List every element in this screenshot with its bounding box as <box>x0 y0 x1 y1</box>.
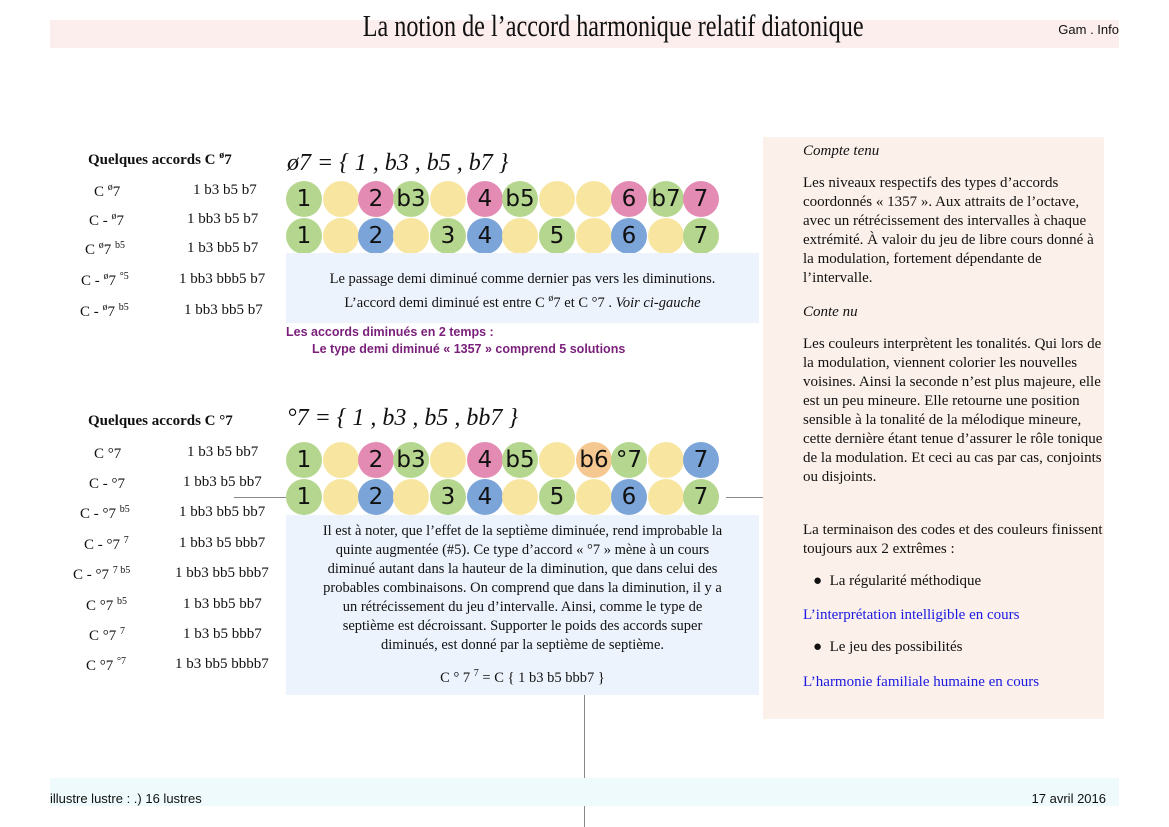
interval-circle <box>502 218 538 254</box>
chord-notes: 1 b3 bb5 b7 <box>187 240 259 256</box>
chord-notes: 1 bb3 b5 b7 <box>187 211 259 227</box>
section2-interval-row-1 <box>286 442 726 478</box>
interval-circle <box>323 181 359 217</box>
chord-name <box>94 182 120 201</box>
chord-sup: ø <box>107 182 113 193</box>
interval-circle-labeled: 3 <box>430 479 466 515</box>
box-text-line: Il est à noter, que l’effet de la septième diminuée, rend improbable la <box>322 523 723 539</box>
chord-name <box>94 444 121 463</box>
interval-circle <box>576 218 612 254</box>
section1-formula: ø7 = { 1 , b3 , b5 , b7 } <box>287 150 509 176</box>
interval-circle-labeled: 4 <box>467 218 503 254</box>
chord-sup: °7 <box>117 656 127 667</box>
commentary-paragraph-1: Les niveaux respectifs des types d’accords coordonnés « 1357 ». Aux attraits de l’octave, avec un rétrécissement des intervalles à chaque extrémité. À valoir du jeu de libre cours donné à la modulation, fortement dépendante de l’intervalle. <box>803 175 1094 286</box>
chord-notes: 1 bb3 bb5 bb7 <box>179 504 266 520</box>
chord-notes: 1 b3 b5 bbb7 <box>183 626 262 642</box>
chord-name <box>89 211 124 230</box>
interval-circle <box>539 181 575 217</box>
chord-prefix: C - <box>89 213 112 229</box>
divider-left <box>234 497 286 498</box>
chord-notes: 1 b3 b5 b7 <box>193 182 257 198</box>
chord-sup: ø <box>103 271 109 282</box>
chord-sup: b5 <box>117 596 128 607</box>
chord-notes: 1 b3 bb5 bb7 <box>183 596 262 612</box>
interval-circle <box>430 442 466 478</box>
chord-notes: 1 bb3 bbb5 b7 <box>179 271 266 287</box>
box-text-line: septième est décroissant. Supporter le poids des accords super <box>342 618 703 634</box>
chord-sup: ø <box>111 211 117 222</box>
chord-prefix: C - °7 <box>89 476 125 492</box>
chord-prefix: C - <box>81 273 104 289</box>
chord-sup: b5 <box>119 504 130 515</box>
interval-circle-labeled: 1 <box>286 218 322 254</box>
box-text-line: quinte augmentée (#5). Ce type d’accord « °7 » mène à un cours <box>335 542 710 558</box>
interval-circle-labeled: °7 <box>611 442 647 478</box>
commentary-paragraph-3: La terminaison des codes et des couleurs finissent toujours aux 2 extrêmes : <box>803 522 1103 557</box>
interval-circle-labeled: 4 <box>467 479 503 515</box>
chord-notes: 1 bb3 bb5 b7 <box>184 302 263 318</box>
section2-box-text <box>286 515 759 655</box>
chord-prefix: C - °7 <box>80 506 120 522</box>
interval-circle <box>576 181 612 217</box>
chord-sup-2: °5 <box>119 271 129 282</box>
interval-circle-labeled: 6 <box>611 479 647 515</box>
section2-info-box <box>286 515 759 695</box>
chord-prefix: C <box>85 242 99 258</box>
interval-circle-labeled: 4 <box>467 181 503 217</box>
commentary-blue-line-1: L’interprétation intelligible en cours <box>803 607 1020 623</box>
bullet-icon: ● <box>813 639 823 655</box>
interval-circle <box>539 442 575 478</box>
chord-name <box>89 474 125 493</box>
section1-title: Quelques accords C $^ø$7 <box>88 150 232 168</box>
interval-circle <box>648 442 684 478</box>
interval-circle <box>393 218 429 254</box>
interval-circle <box>393 479 429 515</box>
interval-circle <box>323 479 359 515</box>
interval-circle-labeled: 2 <box>358 181 394 217</box>
bullet-item-1: ● La régularité méthodique <box>813 573 982 589</box>
interval-circle-labeled: 2 <box>358 442 394 478</box>
box-text-line: probables combinaisons. On comprend que dans la diminution, il y a <box>323 580 722 596</box>
interval-circle-labeled: 6 <box>611 218 647 254</box>
chord-sup: ø <box>102 302 108 313</box>
chord-name <box>84 535 129 554</box>
box-text-line: diminués, est donné par la septième de septième. <box>380 637 665 653</box>
chord-notes: 1 bb3 b5 bb7 <box>183 474 262 490</box>
chord-sup: 7 b5 <box>112 565 131 576</box>
section2-interval-row-2 <box>286 479 726 515</box>
box-text-line: un rétrécissement du jeu d’intervalle. Ainsi, comme le type de <box>342 599 703 615</box>
commentary-blue-line-2: L’harmonie familiale humaine en cours <box>803 674 1040 690</box>
footer-date: 17 avril 2016 <box>1031 791 1106 806</box>
interval-circle <box>430 181 466 217</box>
chord-notes: 1 b3 b5 bb7 <box>187 444 259 460</box>
section1-info-box <box>286 253 759 323</box>
bullet-icon: ● <box>813 573 823 589</box>
commentary-panel <box>763 137 1104 719</box>
interval-circle-labeled: b6 <box>576 442 612 478</box>
chord-prefix: C - °7 <box>73 567 113 583</box>
section1-box-line2: L’accord demi diminué est entre C $^ø$7 et C °7 . Voir ci-gauche <box>344 293 701 311</box>
interval-circle <box>323 218 359 254</box>
chord-notes: 1 b3 bb5 bbbb7 <box>175 656 269 672</box>
chord-mid: 7 <box>103 242 116 258</box>
interval-circle-labeled: b3 <box>393 181 429 217</box>
chord-mid: 7 <box>107 304 119 320</box>
chord-name <box>85 240 125 259</box>
chord-sup: 7 <box>123 535 129 546</box>
chord-prefix: C °7 <box>86 598 118 614</box>
bullet-item-2: ● Le jeu des possibilités <box>813 639 963 655</box>
section1-note-2: Le type demi diminué « 1357 » comprend 5 solutions <box>312 342 626 356</box>
chord-prefix: C - °7 <box>84 537 124 553</box>
interval-circle <box>648 479 684 515</box>
section1-box-line1: Le passage demi diminué comme dernier pas vers les diminutions. <box>329 271 716 287</box>
commentary-heading-1: Compte tenu <box>803 143 880 159</box>
interval-circle <box>576 479 612 515</box>
interval-circle-labeled: 1 <box>286 181 322 217</box>
chord-sup: 7 <box>120 626 126 637</box>
chord-prefix: C °7 <box>94 446 122 462</box>
divider-right <box>726 497 763 498</box>
chord-name <box>86 656 126 675</box>
chord-name <box>89 626 125 645</box>
chord-mid: 7 <box>116 213 124 229</box>
chord-prefix: C °7 <box>86 658 118 674</box>
interval-circle-labeled: b3 <box>393 442 429 478</box>
interval-circle-labeled: 1 <box>286 442 322 478</box>
footer-left: illustre lustre : .) 16 lustres <box>50 791 202 806</box>
section1-interval-row-1 <box>286 181 726 217</box>
interval-circle-labeled: 5 <box>539 218 575 254</box>
chord-sup: ø <box>98 240 104 251</box>
chord-notes: 1 bb3 b5 bbb7 <box>179 535 266 551</box>
section2-formula: °7 = { 1 , b3 , b5 , bb7 } <box>287 405 518 431</box>
interval-circle-labeled: 3 <box>430 218 466 254</box>
interval-circle <box>502 479 538 515</box>
chord-sup-2: b5 <box>115 240 126 251</box>
chord-name <box>80 504 130 523</box>
interval-circle-labeled: 5 <box>539 479 575 515</box>
interval-circle-labeled: b7 <box>648 181 684 217</box>
vertical-divider <box>584 695 585 827</box>
chord-notes: 1 bb3 bb5 bbb7 <box>175 565 269 581</box>
section1-note-1: Les accords diminués en 2 temps : <box>286 325 494 339</box>
page-title: La notion de l’accord harmonique relatif diatonique <box>362 8 864 43</box>
section1-interval-row-2 <box>286 218 726 254</box>
interval-circle-labeled: 7 <box>683 479 719 515</box>
chord-prefix: C <box>94 184 108 200</box>
chord-name <box>73 565 130 584</box>
interval-circle-labeled: 1 <box>286 479 322 515</box>
chord-name <box>80 302 129 321</box>
commentary-heading-2: Conte nu <box>803 304 858 320</box>
interval-circle <box>323 442 359 478</box>
interval-circle-labeled: 6 <box>611 181 647 217</box>
interval-circle-labeled: 7 <box>683 218 719 254</box>
chord-prefix: C °7 <box>89 628 121 644</box>
box-text-line: diminué autant dans la hauteur de la diminution, que dans celui des <box>327 561 718 577</box>
chord-prefix: C - <box>80 304 103 320</box>
commentary-paragraph-2: Les couleurs interprètent les tonalités. Qui lors de la modulation, viennent colorier les nouvelles voisines. Ainsi la seconde n’est plus majeure, elle est un peu mineure. Elle retourne une position sensible à la tonalité de la mélodique mineure, cette dernière étant tenue d’assurer le rôle tonique de la modulation. Et ceci au cas par cas, conjoints ou disjoints. <box>803 336 1103 485</box>
interval-circle-labeled: 7 <box>683 442 719 478</box>
chord-name <box>81 271 129 290</box>
interval-circle-labeled: b5 <box>502 181 538 217</box>
chord-mid: 7 <box>108 273 120 289</box>
section2-box-formula: C ° 7 $^7$ = C { 1 b3 b5 bbb7 } <box>440 668 605 686</box>
interval-circle-labeled: 7 <box>683 181 719 217</box>
interval-circle-labeled: b5 <box>502 442 538 478</box>
chord-mid: 7 <box>112 184 121 200</box>
interval-circle-labeled: 2 <box>358 479 394 515</box>
chord-sup-2: b5 <box>118 302 129 313</box>
section2-title: Quelques accords C °7 <box>88 413 233 429</box>
interval-circle <box>648 218 684 254</box>
footer-band <box>50 778 1119 806</box>
chord-name <box>86 596 127 615</box>
interval-circle-labeled: 2 <box>358 218 394 254</box>
interval-circle-labeled: 4 <box>467 442 503 478</box>
brand-label: Gam . Info <box>1058 22 1119 37</box>
